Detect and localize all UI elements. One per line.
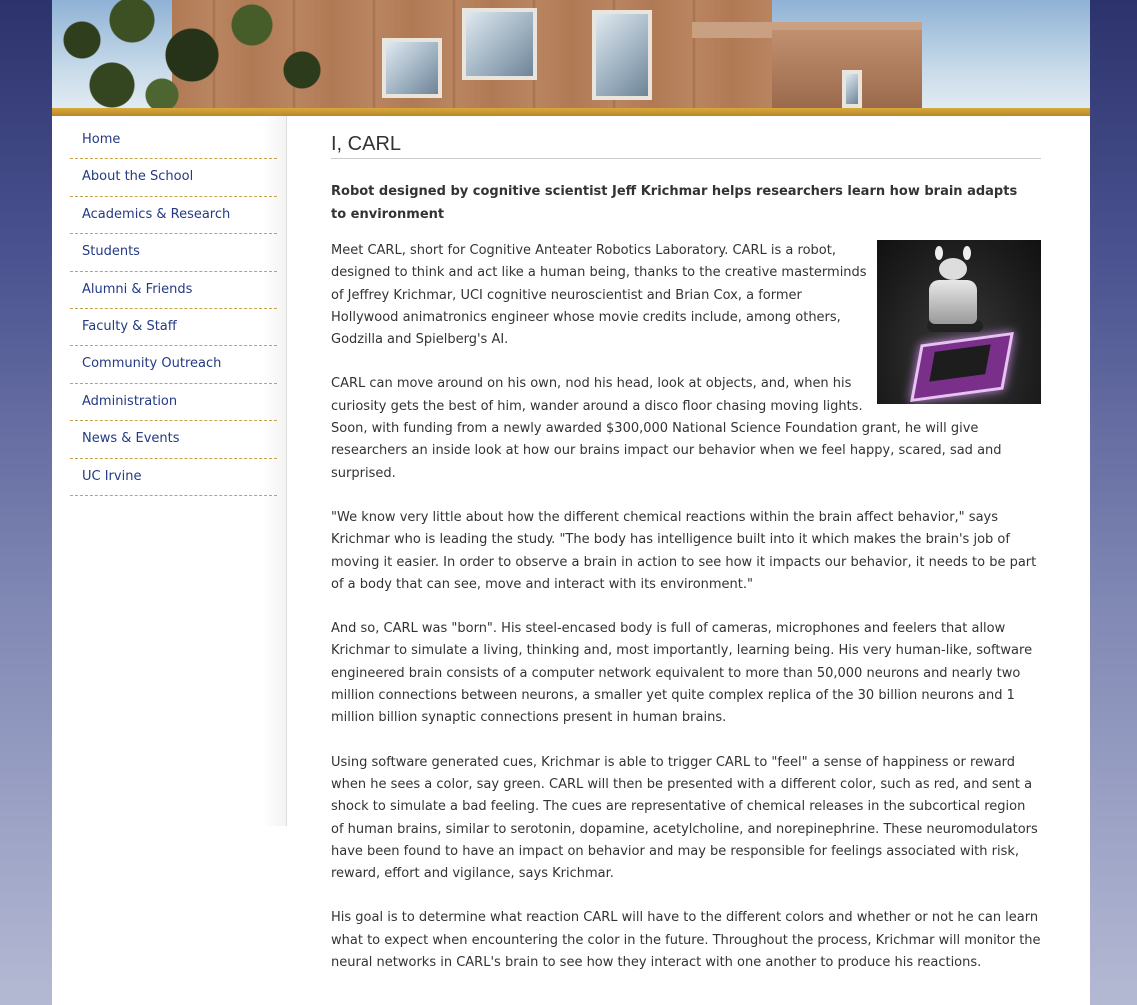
sidebar-item-administration[interactable] <box>70 384 277 421</box>
nav-link-alumni[interactable]: Alumni & Friends <box>82 281 193 297</box>
banner-window <box>592 10 652 100</box>
nav-link-faculty[interactable]: Faculty & Staff <box>82 318 177 334</box>
sidebar-item-academics[interactable] <box>70 197 277 234</box>
page-container <box>52 0 1090 1005</box>
nav-link-home[interactable]: Home <box>82 132 121 147</box>
nav-link-news[interactable]: News & Events <box>82 431 180 447</box>
photo-robot-body <box>929 280 977 324</box>
sidebar-item-home[interactable] <box>70 122 277 159</box>
sidebar-item-faculty[interactable] <box>70 309 277 346</box>
nav-link-uci[interactable]: UC Irvine <box>82 468 142 484</box>
banner-tree-foliage <box>52 0 352 108</box>
article-paragraph: Meet CARL, short for Cognitive Anteater Robotics Laboratory. CARL is a robot, designed to think and act like a human being, thanks to the creative masterminds of Jeffrey Krichmar, UCI cognitive neuroscientist and Brian Cox, a former Hollywood animatronics engineer whose movie credits include, among others, Godzilla and Spielberg's AI. <box>331 243 867 348</box>
sidebar-item-about[interactable] <box>70 159 277 196</box>
sidebar-nav <box>70 122 277 496</box>
article-paragraph: And so, CARL was "born". His steel-encased body is full of cameras, microphones and feelers that allow Krichmar to simulate a living, thinking and, most importantly, learning being. His very human-like, software engineered brain consists of a computer network equivalent to more than 50,000 neurons and nearly two million connections between neurons, a smaller yet quite complex replica of the 30 billion neurons and 1 million billion synaptic connections present in human brains. <box>331 621 1033 726</box>
sidebar-item-students[interactable] <box>70 234 277 271</box>
sidebar-item-news[interactable] <box>70 421 277 458</box>
robot-photo <box>877 240 1041 404</box>
nav-link-about[interactable]: About the School <box>82 169 194 185</box>
photo-robot-ear <box>935 246 943 260</box>
article-paragraph: His goal is to determine what reaction CARL will have to the different colors and whether or not he can learn what to expect when encountering the color in the future. Throughout the process, Krichmar will monitor the neural networks in CARL's brain to see how they interact with one another to produce his reactions. <box>331 910 1041 971</box>
nav-link-outreach[interactable]: Community Outreach <box>82 356 222 372</box>
sidebar-item-alumni[interactable] <box>70 272 277 309</box>
sidebar <box>52 116 287 826</box>
sidebar-item-outreach[interactable] <box>70 346 277 383</box>
page-title: I, CARL <box>331 132 1041 159</box>
banner-window <box>842 70 862 108</box>
article-paragraph: CARL can move around on his own, nod his head, look at objects, and, when his curiosity gets the best of him, wander around a disco floor chasing moving lights. Soon, with funding from a newly awarded $300,000 National Science Foundation grant, he will give researchers an inside look at how our brains impact our behavior when we feel happy, scared, sad and surprised. <box>331 376 1002 481</box>
photo-robot-head <box>939 258 967 280</box>
banner-window <box>462 8 537 80</box>
nav-link-administration[interactable]: Administration <box>82 393 178 409</box>
banner-window <box>382 38 442 98</box>
header-gold-bar <box>52 108 1090 116</box>
sidebar-item-uci[interactable] <box>70 459 277 496</box>
article-paragraph: "We know very little about how the different chemical reactions within the brain affect behavior," says Krichmar who is leading the study. "The body has intelligence built into it which makes the brain's job of moving it easier. In order to observe a brain in action to see how it impacts our behavior, it needs to be part of a body that can see, move and interact with its environment." <box>331 509 1037 592</box>
photo-robot-ear <box>963 246 971 260</box>
nav-link-students[interactable]: Students <box>82 244 140 260</box>
article-body <box>331 240 1041 996</box>
nav-link-academics[interactable]: Academics & Research <box>82 206 231 222</box>
header-banner-image <box>52 0 1090 116</box>
article-subtitle: Robot designed by cognitive scientist Jeff Krichmar helps researchers learn how brain adapts to environment <box>331 184 1018 222</box>
article-paragraph: Using software generated cues, Krichmar is able to trigger CARL to "feel" a sense of happiness or reward when he sees a color, say green. CARL will then be presented with a different color, such as red, and sent a shock to simulate a bad feeling. The cues are representative of chemical releases in the subcortical region of human brains, similar to serotonin, dopamine, acetylcholine, and norepinephrine. These neuromodulators have been found to have an impact on behavior and may be responsible for feelings associated with risk, reward, effort and vigilance, says Krichmar. <box>331 754 1038 882</box>
